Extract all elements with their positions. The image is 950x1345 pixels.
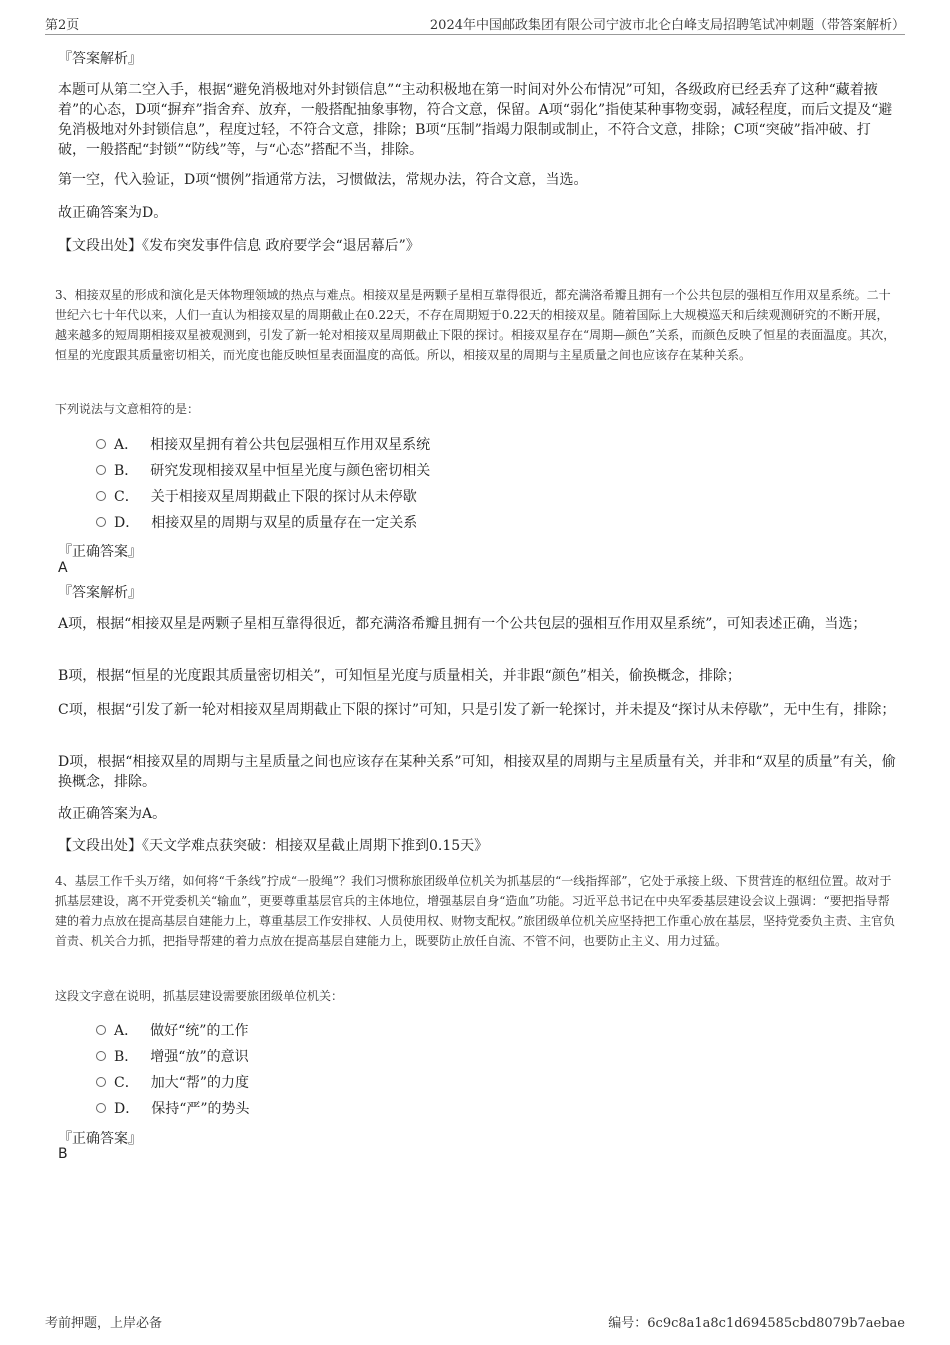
- q3-option-b[interactable]: B． 研究发现相接双星中恒星光度与颜色密切相关: [96, 461, 430, 481]
- q4-stem: 4、基层工作千头万绪，如何将“千条线”拧成“一股绳”？我们习惯称旅团级单位机关为抓基层的“一线指挥部”，它处于承接上级、下贯营连的枢纽位置。故对于抓基层建设，离不开党委机关“输血”，更要尊重基层官兵的主体地位，增强基层自身“造血”功能。习近平总书记在中央军委基层建设会议上强调：“要把指导帮建的着力点放在提高基层自建能力上，尊重基层工作安排权、人员使用权、财物支配权。”旅团级单位机关应坚持把工作重心放在基层，坚持党委负主责、主官负首责、机关合力抓，把指导帮建的着力点放在提高基层自建能力上，既要防止放任自流、不管不问，也要防止主义、用力过猛。: [55, 874, 896, 948]
- radio-icon[interactable]: [96, 1077, 106, 1087]
- q3-analysis-b: B项，根据“恒星的光度跟其质量密切相关”，可知恒星光度与质量相关，并非跟“颜色”相关，偷换概念，排除；: [58, 668, 741, 684]
- q3-conclusion: 故正确答案为A。: [58, 806, 167, 822]
- radio-icon[interactable]: [96, 1103, 106, 1113]
- q4-answer-label: 『正确答案』: [58, 1131, 142, 1147]
- q2-analysis-paragraph-2: 第一空，代入验证，D项“惯例”指通常方法，习惯做法，常规办法，符合文意，当选。: [58, 172, 588, 188]
- document-title: 2024年中国邮政集团有限公司宁波市北仑白峰支局招聘笔试冲刺题（带答案解析）: [429, 18, 905, 33]
- radio-icon[interactable]: [96, 465, 106, 475]
- q2-analysis-conclusion: 故正确答案为D。: [58, 205, 168, 221]
- footer-doc-id: 编号：6c9c8a1a8c1d694585cbd8079b7aebae: [608, 1316, 905, 1331]
- q4-option-b[interactable]: B． 增强“放”的意识: [96, 1047, 249, 1067]
- q4-answer: B: [58, 1146, 68, 1162]
- q3-analysis-a: A项，根据“相接双星是两颗子星相互靠得很近，都充满洛希瓣且拥有一个公共包层的强相互作用双星系统”，可知表述正确，当选；: [58, 616, 867, 632]
- q3-option-d[interactable]: D． 相接双星的周期与双星的质量存在一定关系: [96, 513, 417, 533]
- radio-icon[interactable]: [96, 1025, 106, 1035]
- q3-answer-label: 『正确答案』: [58, 544, 142, 560]
- q3-stem: 3、相接双星的形成和演化是天体物理领域的热点与难点。相接双星是两颗子星相互靠得很近，都充满洛希瓣且拥有一个公共包层的强相互作用双星系统。二十世纪六七十年代以来，人们一直认为相接双星的周期截止在0.22天，不存在周期短于0.22天的相接双星。随着国际上大规模巡天和后续观测研究的不断开展，越来越多的短周期相接双星被观测到，引发了新一轮对相接双星周期截止下限的探讨。相接双星存在“周期—颜色”关系，而颜色反映了恒星的表面温度。其次，恒星的光度跟其质量密切相关，而光度也能反映恒星表面温度的高低。所以，相接双星的周期与主星质量之间也应该存在某种关系。: [55, 288, 896, 362]
- q4-option-c[interactable]: C． 加大“帮”的力度: [96, 1073, 249, 1093]
- q3-analysis-c: C项，根据“引发了新一轮对相接双星周期截止下限的探讨”可知，只是引发了新一轮探讨，并未提及“探讨从未停歇”，无中生有，排除；: [58, 702, 896, 718]
- q4-option-a[interactable]: A． 做好“统”的工作: [96, 1021, 248, 1041]
- q3-analysis-d: D项，根据“相接双星的周期与主星质量之间也应该存在某种关系”可知，相接双星的周期与主星质量有关，并非和“双星的质量”有关，偷换概念，排除。: [58, 754, 896, 790]
- page-footer: [45, 1312, 905, 1332]
- page-header: [45, 14, 905, 35]
- radio-icon[interactable]: [96, 1051, 106, 1061]
- page-number: 第2页: [45, 18, 80, 33]
- radio-icon[interactable]: [96, 439, 106, 449]
- q3-source: 【文段出处】《天文学难点获突破：相接双星截止周期下推到0.15天》: [58, 838, 489, 854]
- q4-option-d[interactable]: D． 保持“严”的势头: [96, 1099, 250, 1119]
- q2-analysis-label: 『答案解析』: [58, 51, 142, 67]
- radio-icon[interactable]: [96, 491, 106, 501]
- q4-prompt: 这段文字意在说明，抓基层建设需要旅团级单位机关：: [55, 989, 344, 1003]
- radio-icon[interactable]: [96, 517, 106, 527]
- q3-option-a[interactable]: A． 相接双星拥有着公共包层强相互作用双星系统: [96, 435, 430, 455]
- q3-option-c[interactable]: C． 关于相接双星周期截止下限的探讨从未停歇: [96, 487, 417, 507]
- q2-analysis-paragraph-1: 本题可从第二空入手，根据“避免消极地对外封锁信息”“主动积极地在第一时间对外公布情况”可知，各级政府已经丢弃了这种“藏着掖着”的心态，D项“摒弃”指舍弃、放弃，一般搭配抽象事物，符合文意，保留。A项“弱化”指使某种事物变弱，减轻程度，而后文提及“避免消极地对外封锁信息”，程度过轻，不符合文意，排除；B项“压制”指竭力限制或制止，不符合文意，排除；C项“突破”指冲破、打破，一般搭配“封锁”“防线”等，与“心态”搭配不当，排除。: [58, 82, 893, 158]
- q3-prompt: 下列说法与文意相符的是：: [55, 402, 200, 416]
- footer-slogan: 考前押题，上岸必备: [45, 1316, 163, 1331]
- q3-analysis-label: 『答案解析』: [58, 585, 142, 601]
- q3-answer: A: [58, 560, 68, 576]
- q2-source: 【文段出处】《发布突发事件信息 政府要学会“退居幕后”》: [58, 238, 420, 254]
